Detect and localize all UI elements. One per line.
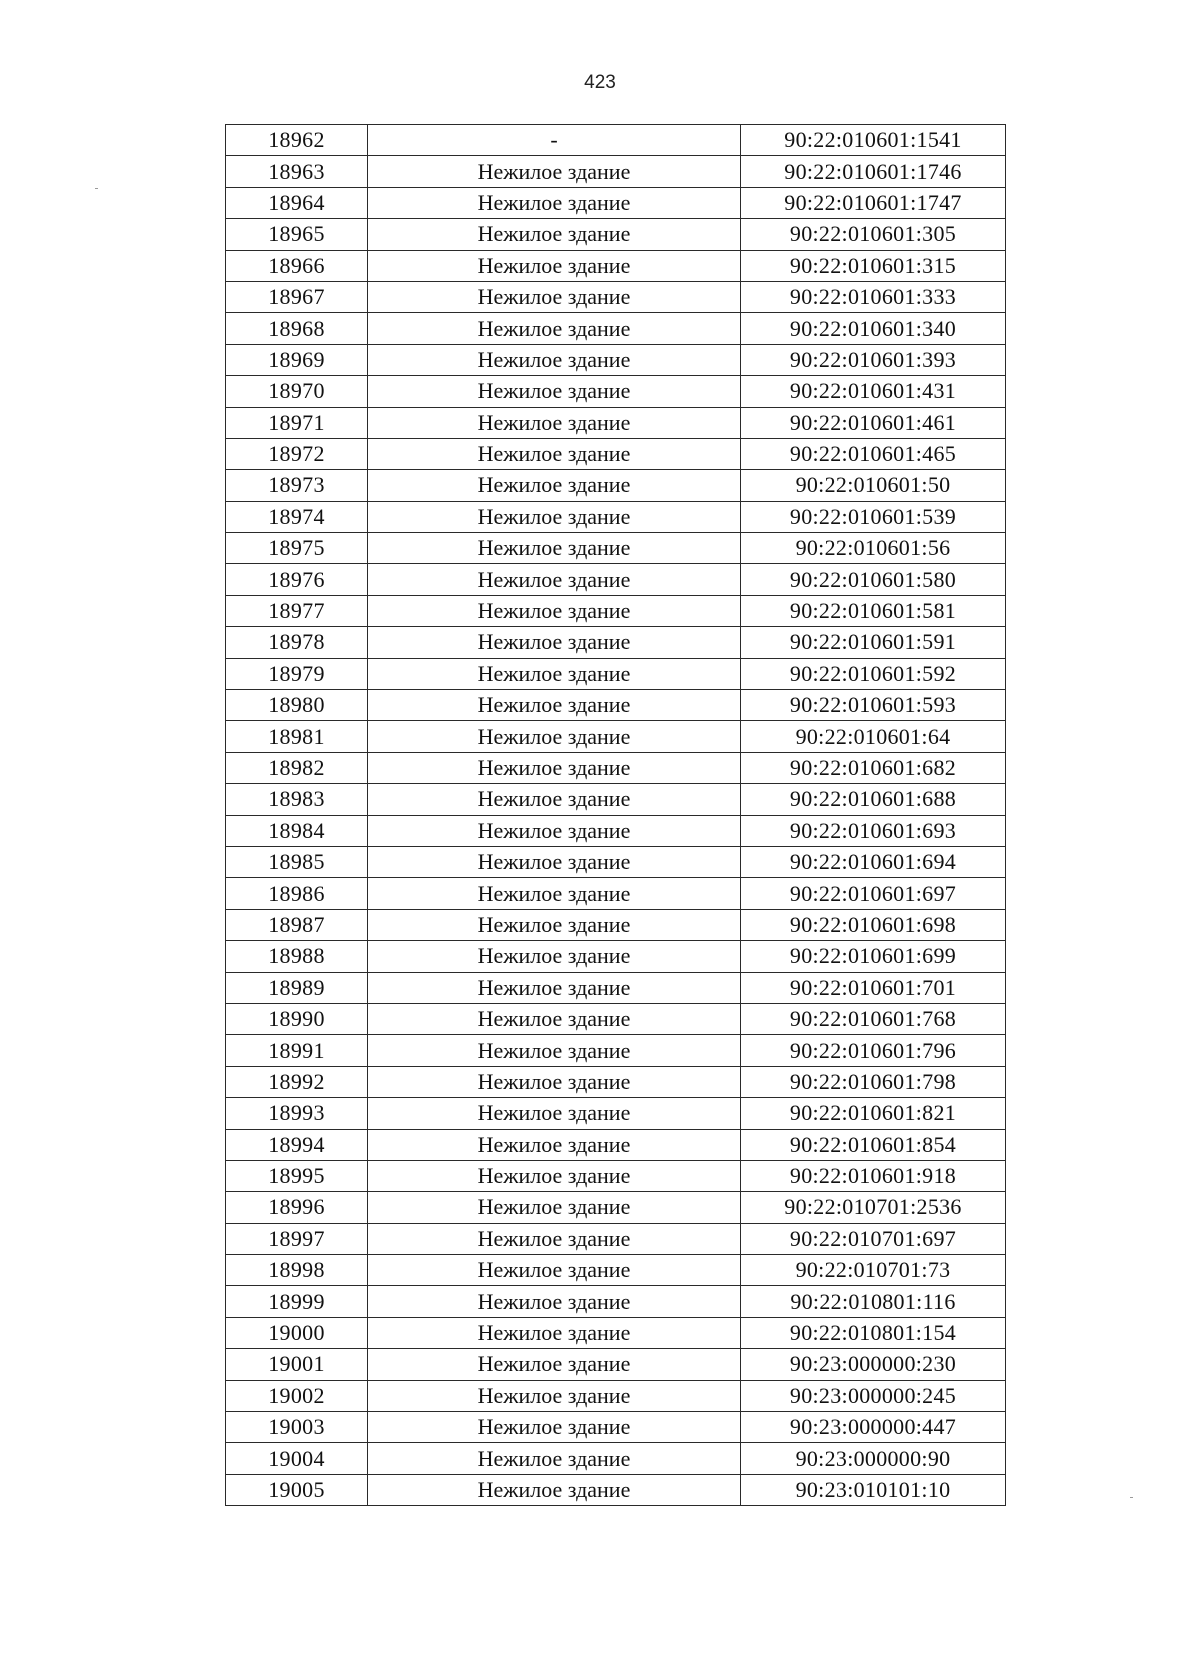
row-number-cell: 18962 (226, 125, 368, 156)
object-name-cell: Нежилое здание (368, 595, 741, 626)
table-row (226, 470, 1006, 501)
cadastral-number-cell: 90:22:010601:340 (741, 313, 1006, 344)
cadastral-number-cell: 90:22:010601:465 (741, 438, 1006, 469)
row-number-cell: 18998 (226, 1255, 368, 1286)
object-name-cell: Нежилое здание (368, 1066, 741, 1097)
row-number-cell: 18975 (226, 533, 368, 564)
object-name-cell: Нежилое здание (368, 1035, 741, 1066)
object-name-cell: Нежилое здание (368, 187, 741, 218)
cadastral-number-cell: 90:22:010601:592 (741, 658, 1006, 689)
table-row (226, 1380, 1006, 1411)
object-name-cell: Нежилое здание (368, 156, 741, 187)
row-number-cell: 18987 (226, 909, 368, 940)
row-number-cell: 18965 (226, 219, 368, 250)
object-name-cell: Нежилое здание (368, 784, 741, 815)
cadastral-number-cell: 90:22:010801:154 (741, 1317, 1006, 1348)
row-number-cell: 19004 (226, 1443, 368, 1474)
cadastral-number-cell: 90:22:010601:694 (741, 846, 1006, 877)
cadastral-number-cell: 90:22:010601:796 (741, 1035, 1006, 1066)
table-row (226, 941, 1006, 972)
table-row (226, 344, 1006, 375)
row-number-cell: 18996 (226, 1192, 368, 1223)
row-number-cell: 19001 (226, 1349, 368, 1380)
table-row (226, 1223, 1006, 1254)
table-row (226, 1255, 1006, 1286)
row-number-cell: 18971 (226, 407, 368, 438)
table-row (226, 721, 1006, 752)
table-row (226, 1160, 1006, 1191)
cadastral-number-cell: 90:22:010601:699 (741, 941, 1006, 972)
cadastral-number-cell: 90:22:010601:701 (741, 972, 1006, 1003)
object-name-cell: Нежилое здание (368, 1286, 741, 1317)
object-name-cell: Нежилое здание (368, 1380, 741, 1411)
registry-table (225, 124, 1006, 1506)
table-row (226, 784, 1006, 815)
cadastral-number-cell: 90:22:010601:697 (741, 878, 1006, 909)
cadastral-number-cell: 90:22:010601:1747 (741, 187, 1006, 218)
cadastral-number-cell: 90:22:010601:798 (741, 1066, 1006, 1097)
table-row (226, 1003, 1006, 1034)
table-row (226, 125, 1006, 156)
table-row (226, 1066, 1006, 1097)
scan-speck (95, 188, 98, 189)
row-number-cell: 18976 (226, 564, 368, 595)
object-name-cell: Нежилое здание (368, 219, 741, 250)
cadastral-number-cell: 90:22:010601:50 (741, 470, 1006, 501)
cadastral-number-cell: 90:22:010601:591 (741, 627, 1006, 658)
row-number-cell: 18986 (226, 878, 368, 909)
cadastral-number-cell: 90:22:010601:1541 (741, 125, 1006, 156)
cadastral-number-cell: 90:22:010701:2536 (741, 1192, 1006, 1223)
object-name-cell: Нежилое здание (368, 1003, 741, 1034)
row-number-cell: 18995 (226, 1160, 368, 1191)
cadastral-number-cell: 90:22:010601:1746 (741, 156, 1006, 187)
row-number-cell: 18979 (226, 658, 368, 689)
row-number-cell: 18983 (226, 784, 368, 815)
object-name-cell: Нежилое здание (368, 344, 741, 375)
cadastral-number-cell: 90:22:010601:333 (741, 281, 1006, 312)
object-name-cell: Нежилое здание (368, 1412, 741, 1443)
cadastral-number-cell: 90:22:010601:688 (741, 784, 1006, 815)
cadastral-number-cell: 90:22:010601:64 (741, 721, 1006, 752)
row-number-cell: 18974 (226, 501, 368, 532)
row-number-cell: 18991 (226, 1035, 368, 1066)
row-number-cell: 18964 (226, 187, 368, 218)
table-row (226, 533, 1006, 564)
object-name-cell: Нежилое здание (368, 658, 741, 689)
object-name-cell: Нежилое здание (368, 752, 741, 783)
cadastral-number-cell: 90:22:010601:315 (741, 250, 1006, 281)
cadastral-number-cell: 90:22:010601:768 (741, 1003, 1006, 1034)
object-name-cell: Нежилое здание (368, 721, 741, 752)
table-row (226, 1192, 1006, 1223)
object-name-cell: Нежилое здание (368, 941, 741, 972)
table-row (226, 1443, 1006, 1474)
table-row (226, 219, 1006, 250)
object-name-cell: Нежилое здание (368, 1474, 741, 1505)
row-number-cell: 18992 (226, 1066, 368, 1097)
table-row (226, 690, 1006, 721)
object-name-cell: Нежилое здание (368, 627, 741, 658)
table-row (226, 752, 1006, 783)
object-name-cell: Нежилое здание (368, 1129, 741, 1160)
table-row (226, 376, 1006, 407)
cadastral-number-cell: 90:22:010601:539 (741, 501, 1006, 532)
cadastral-number-cell: 90:22:010601:305 (741, 219, 1006, 250)
table-row (226, 438, 1006, 469)
row-number-cell: 18994 (226, 1129, 368, 1160)
table-row (226, 627, 1006, 658)
row-number-cell: 18990 (226, 1003, 368, 1034)
object-name-cell: Нежилое здание (368, 815, 741, 846)
row-number-cell: 18993 (226, 1098, 368, 1129)
object-name-cell: Нежилое здание (368, 470, 741, 501)
row-number-cell: 18968 (226, 313, 368, 344)
table-row (226, 187, 1006, 218)
row-number-cell: 18972 (226, 438, 368, 469)
table-row (226, 1129, 1006, 1160)
object-name-cell: Нежилое здание (368, 281, 741, 312)
cadastral-number-cell: 90:22:010601:698 (741, 909, 1006, 940)
table-row (226, 878, 1006, 909)
cadastral-number-cell: 90:22:010601:682 (741, 752, 1006, 783)
table-row (226, 658, 1006, 689)
table-row (226, 250, 1006, 281)
object-name-cell: Нежилое здание (368, 1349, 741, 1380)
row-number-cell: 18997 (226, 1223, 368, 1254)
row-number-cell: 18963 (226, 156, 368, 187)
row-number-cell: 18982 (226, 752, 368, 783)
table-row (226, 281, 1006, 312)
object-name-cell: Нежилое здание (368, 1443, 741, 1474)
row-number-cell: 18966 (226, 250, 368, 281)
table-row (226, 1035, 1006, 1066)
cadastral-number-cell: 90:22:010601:393 (741, 344, 1006, 375)
cadastral-number-cell: 90:22:010601:580 (741, 564, 1006, 595)
table-row (226, 595, 1006, 626)
table-row (226, 1098, 1006, 1129)
cadastral-number-cell: 90:22:010601:854 (741, 1129, 1006, 1160)
cadastral-number-cell: 90:23:010101:10 (741, 1474, 1006, 1505)
row-number-cell: 18984 (226, 815, 368, 846)
row-number-cell: 18969 (226, 344, 368, 375)
row-number-cell: 19002 (226, 1380, 368, 1411)
table-row (226, 815, 1006, 846)
table-row (226, 846, 1006, 877)
cadastral-number-cell: 90:23:000000:230 (741, 1349, 1006, 1380)
object-name-cell: - (368, 125, 741, 156)
cadastral-number-cell: 90:22:010601:56 (741, 533, 1006, 564)
table-row (226, 313, 1006, 344)
object-name-cell: Нежилое здание (368, 376, 741, 407)
object-name-cell: Нежилое здание (368, 1192, 741, 1223)
table-row (226, 1317, 1006, 1348)
cadastral-number-cell: 90:22:010601:821 (741, 1098, 1006, 1129)
object-name-cell: Нежилое здание (368, 878, 741, 909)
row-number-cell: 18973 (226, 470, 368, 501)
object-name-cell: Нежилое здание (368, 909, 741, 940)
object-name-cell: Нежилое здание (368, 1255, 741, 1286)
row-number-cell: 19000 (226, 1317, 368, 1348)
cadastral-number-cell: 90:22:010601:461 (741, 407, 1006, 438)
cadastral-number-cell: 90:22:010601:693 (741, 815, 1006, 846)
table-row (226, 501, 1006, 532)
table-row (226, 407, 1006, 438)
row-number-cell: 18989 (226, 972, 368, 1003)
table-row (226, 1286, 1006, 1317)
table-row (226, 1412, 1006, 1443)
object-name-cell: Нежилое здание (368, 564, 741, 595)
table-row (226, 909, 1006, 940)
row-number-cell: 18967 (226, 281, 368, 312)
row-number-cell: 19005 (226, 1474, 368, 1505)
object-name-cell: Нежилое здание (368, 1098, 741, 1129)
cadastral-number-cell: 90:23:000000:245 (741, 1380, 1006, 1411)
object-name-cell: Нежилое здание (368, 313, 741, 344)
cadastral-number-cell: 90:22:010601:593 (741, 690, 1006, 721)
object-name-cell: Нежилое здание (368, 533, 741, 564)
object-name-cell: Нежилое здание (368, 501, 741, 532)
object-name-cell: Нежилое здание (368, 1223, 741, 1254)
row-number-cell: 18978 (226, 627, 368, 658)
registry-table-body (226, 125, 1006, 1506)
table-row (226, 1474, 1006, 1505)
object-name-cell: Нежилое здание (368, 972, 741, 1003)
table-row (226, 1349, 1006, 1380)
table-row (226, 156, 1006, 187)
row-number-cell: 18981 (226, 721, 368, 752)
table-row (226, 972, 1006, 1003)
scan-speck (1130, 1497, 1133, 1498)
page-number: 423 (584, 72, 616, 93)
row-number-cell: 18970 (226, 376, 368, 407)
row-number-cell: 19003 (226, 1412, 368, 1443)
cadastral-number-cell: 90:22:010801:116 (741, 1286, 1006, 1317)
row-number-cell: 18999 (226, 1286, 368, 1317)
object-name-cell: Нежилое здание (368, 438, 741, 469)
cadastral-number-cell: 90:22:010601:581 (741, 595, 1006, 626)
object-name-cell: Нежилое здание (368, 407, 741, 438)
object-name-cell: Нежилое здание (368, 1160, 741, 1191)
object-name-cell: Нежилое здание (368, 690, 741, 721)
cadastral-number-cell: 90:23:000000:90 (741, 1443, 1006, 1474)
cadastral-number-cell: 90:22:010601:431 (741, 376, 1006, 407)
cadastral-number-cell: 90:22:010701:73 (741, 1255, 1006, 1286)
row-number-cell: 18977 (226, 595, 368, 626)
table-row (226, 564, 1006, 595)
row-number-cell: 18985 (226, 846, 368, 877)
object-name-cell: Нежилое здание (368, 846, 741, 877)
object-name-cell: Нежилое здание (368, 1317, 741, 1348)
cadastral-number-cell: 90:22:010601:918 (741, 1160, 1006, 1191)
object-name-cell: Нежилое здание (368, 250, 741, 281)
row-number-cell: 18980 (226, 690, 368, 721)
row-number-cell: 18988 (226, 941, 368, 972)
cadastral-number-cell: 90:23:000000:447 (741, 1412, 1006, 1443)
cadastral-number-cell: 90:22:010701:697 (741, 1223, 1006, 1254)
